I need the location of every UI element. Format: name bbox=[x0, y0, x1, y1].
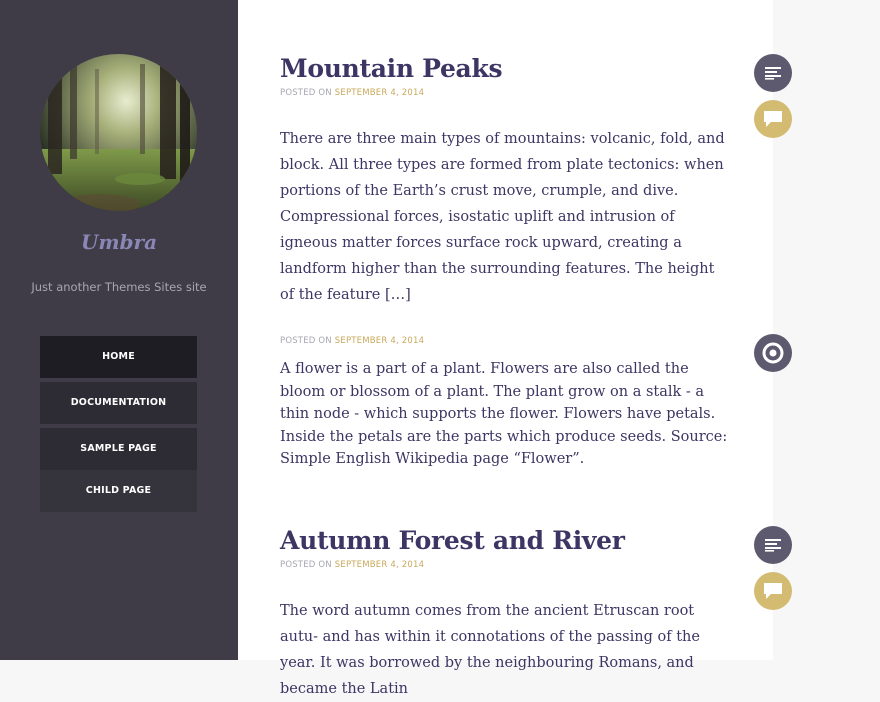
post-title[interactable]: Mountain Peaks bbox=[280, 54, 503, 83]
post-date-link[interactable]: SEPTEMBER 4, 2014 bbox=[334, 336, 425, 346]
posted-on-label: POSTED ON bbox=[280, 560, 335, 570]
post-excerpt: The word autumn comes from the ancient Etruscan root autu- and has within it connotations of the passing of the year. It was borrowed by the neighbouring Romans, and became the Latin bbox=[280, 603, 700, 697]
aside-circle-icon bbox=[762, 342, 784, 364]
post-title[interactable]: Autumn Forest and River bbox=[280, 526, 625, 555]
post-autumn-forest bbox=[280, 526, 730, 702]
post-excerpt: There are three main types of mountains: volcanic, fold, and block. All three types are formed from plate tectonics: when portions of the Earth’s crust move, crumple, and dive. Compressional forces, isostatic uplift and intrusion of igneous matter forces surface rock upward, creating a landform higher than the surrounding features. The height of the feature […] bbox=[280, 131, 725, 303]
posted-on-label: POSTED ON bbox=[280, 88, 335, 98]
nav-item-documentation[interactable]: DOCUMENTATION bbox=[40, 382, 197, 424]
sidebar bbox=[0, 0, 238, 660]
nav-item-home[interactable]: HOME bbox=[40, 336, 197, 378]
post-format-aside-badge[interactable] bbox=[754, 334, 792, 372]
speech-bubble-icon bbox=[762, 581, 784, 601]
post-date-link[interactable]: SEPTEMBER 4, 2014 bbox=[334, 560, 425, 570]
comments-badge[interactable] bbox=[754, 100, 792, 138]
forest-image bbox=[40, 54, 197, 211]
comments-badge[interactable] bbox=[754, 572, 792, 610]
content-area bbox=[238, 0, 773, 697]
text-lines-icon bbox=[764, 538, 782, 552]
post-date-link[interactable]: SEPTEMBER 4, 2014 bbox=[334, 88, 425, 98]
post-excerpt: A flower is a part of a plant. Flowers are also called the bloom or blossom of a plant. The plant grow on a stalk - a thin node - which supports the flower. Flowers have petals. Inside the petals are the parts which produce seeds. Source: Simple English Wikipedia page “Flower”. bbox=[280, 361, 728, 467]
nav-item-sample-page[interactable]: SAMPLE PAGE bbox=[40, 428, 197, 470]
post-meta bbox=[280, 88, 730, 98]
post-format-standard-badge[interactable] bbox=[754, 526, 792, 564]
post-meta bbox=[280, 560, 730, 570]
post-meta bbox=[280, 336, 730, 346]
post-format-standard-badge[interactable] bbox=[754, 54, 792, 92]
site-tagline: Just another Themes Sites site bbox=[31, 280, 207, 294]
main-navigation bbox=[40, 336, 197, 516]
speech-bubble-icon bbox=[762, 109, 784, 129]
post-flower-aside bbox=[280, 336, 730, 471]
nav-item-child-page[interactable]: CHILD PAGE bbox=[40, 470, 197, 512]
site-avatar[interactable] bbox=[40, 54, 197, 211]
posted-on-label: POSTED ON bbox=[280, 336, 335, 346]
text-lines-icon bbox=[764, 66, 782, 80]
post-mountain-peaks bbox=[280, 54, 730, 308]
site-title[interactable]: Umbra bbox=[80, 230, 158, 254]
